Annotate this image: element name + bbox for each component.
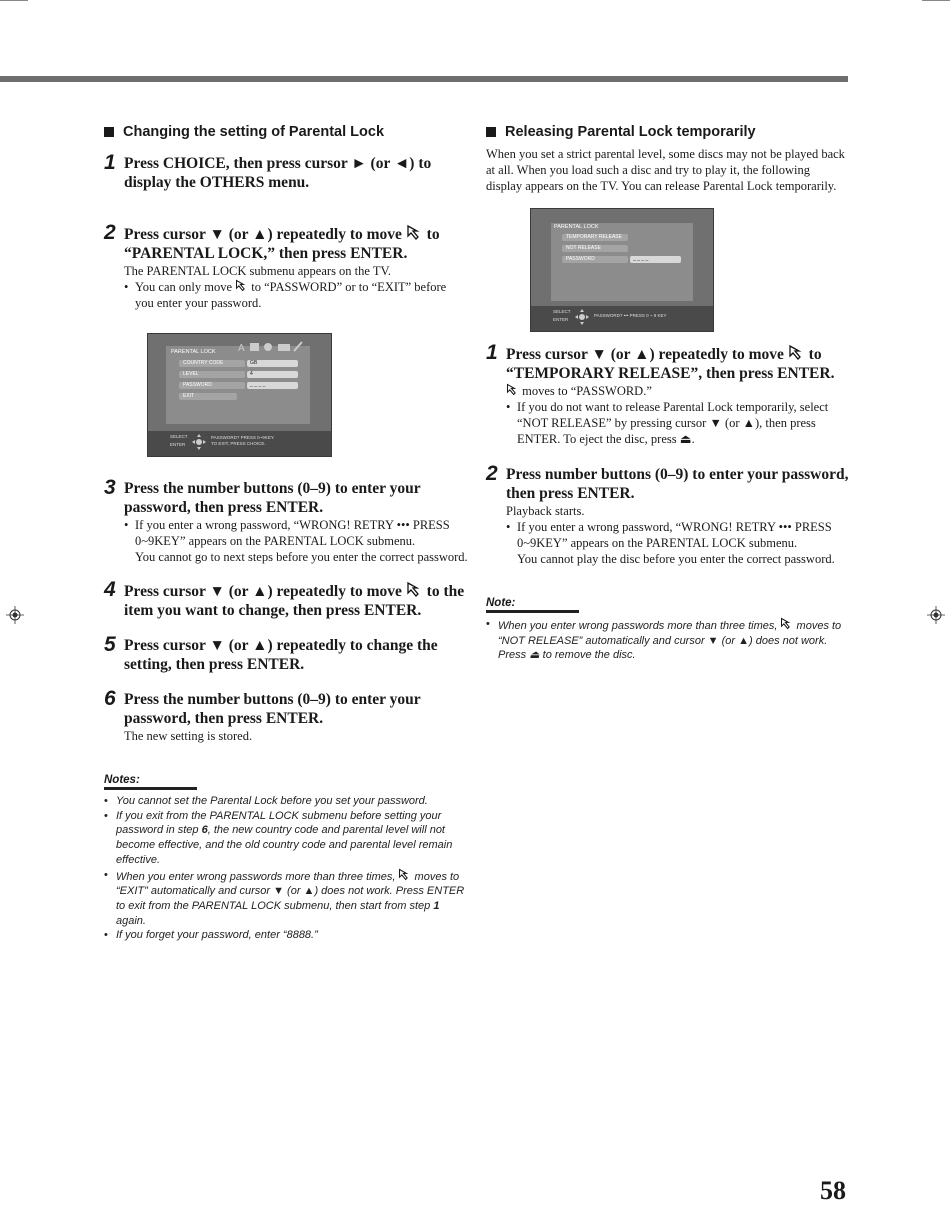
step-4 [104,578,468,620]
notes-heading: Notes: [104,774,140,786]
step-title: Press cursor ▼ (or ▲) repeatedly to change the setting, then press ENTER. [124,637,438,673]
step-title: Press cursor ▼ (or ▲) repeatedly to move to “PARENTAL LOCK,” then press ENTER. [124,226,440,262]
eject-icon: ⏏ [679,432,692,446]
left-column [104,124,468,943]
menu-icons [238,340,308,354]
pointer-cursor-icon [406,224,423,241]
step-title: Press the number buttons (0–9) to enter your password, then press ENTER. [124,691,421,727]
registration-mark-icon [6,606,24,624]
square-bullet-icon [104,127,114,137]
screen-wrapper [486,208,850,334]
note-item: • When you enter wrong passwords more than three times, moves to “NOT RELEASE” automatically and cursor ▼ (or ▲) does not work. Press ⏏ to remove the disc. [486,617,850,663]
step-number: 4 [104,578,116,601]
screen-footer: SELECT ENTER PASSWORD? PRESS 0~9KEY. TO EXIT, PRESS CHOICE. [148,431,331,456]
right-column [486,124,850,663]
pointer-cursor-icon [506,383,519,396]
bullet: • If you enter a wrong password, “WRONG! RETRY ••• PRESS 0~9KEY” appears on the PARENTAL LOCK submenu. [124,517,468,549]
note-item: • You cannot set the Parental Lock before you set your password. [104,794,468,809]
step-1 [104,151,468,192]
svg-text:A: A [238,343,245,354]
dpad-icon [192,434,206,450]
pointer-cursor-icon [235,279,248,292]
step-number: 2 [104,221,116,244]
step-6: 6 Press the number buttons (0–9) to enter your password, then press ENTER. The new setting is stored. [104,690,468,744]
step-number: 3 [104,476,116,499]
step-number: 1 [104,151,116,174]
step-number: 5 [104,633,116,656]
crop-mark [0,0,28,1]
note-item: • When you enter wrong passwords more than three times, moves to “EXIT” automatically and cursor ▼ (or ▲) does not work. Press ENTER to exit from the PARENTAL LOCK submenu, then start from step 1 again. [104,868,468,929]
notes-rule [104,787,197,790]
screen-footer: SELECT ENTER PASSWORD? ••• PRESS 0 ~ 9 KEY [531,306,713,331]
crop-mark [922,0,950,1]
registration-mark-icon [927,606,945,624]
eject-icon: ⏏ [529,649,540,662]
note-heading: Note: [486,597,516,609]
bullet: • You can only move to “PASSWORD” or to “EXIT” before you enter your password. [124,279,468,311]
page-number: 58 [820,1176,846,1205]
pointer-cursor-icon [406,581,423,598]
bullet: • If you enter a wrong password, “WRONG! RETRY ••• PRESS 0~9KEY” appears on the PARENTAL LOCK submenu. [506,519,850,551]
section-heading: Releasing Parental Lock temporarily [486,124,850,140]
square-bullet-icon [486,127,496,137]
notes-block [104,774,468,943]
step-2: 2 Press number buttons (0–9) to enter your password, then press ENTER. Playback starts. • If you enter a wrong password, “WRONG! RETRY ••• PRESS 0~9KEY” appears on the PARENTAL LOCK submenu. You cannot play the disc before you enter the correct password. [486,465,850,567]
tv-screen-parental-lock: PARENTAL LOCK A COUNTRY CODE GB LEVEL 4 PASSWORD _ _ _ _ EXIT SELECT ENTER PASSWORD? PRESS 0~9KEY. TO EXIT, PRESS CHOICE. [147,333,332,457]
step-number: 1 [486,341,498,364]
screen-wrapper [104,333,468,457]
step-3: 3 Press the number buttons (0–9) to enter your password, then press ENTER. • If you enter a wrong password, “WRONG! RETRY ••• PRESS 0~9KEY” appears on the PARENTAL LOCK submenu. You cannot go to next steps before you enter the correct password. [104,479,468,565]
pointer-cursor-icon [398,868,411,881]
intro-text: When you set a strict parental level, some discs may not be played back at all. When you load such a disc and try to play it, the following display appears on the TV. You can release Parental Lock temporarily. [486,147,845,193]
step-2: 2 Press cursor ▼ (or ▲) repeatedly to move to “PARENTAL LOCK,” then press ENTER. The PARENTAL LOCK submenu appears on the TV. • You can only move to “PASSWORD” or to “EXIT” before you enter your password. [104,224,468,311]
dpad-icon [575,309,589,325]
step-number: 2 [486,462,498,485]
step-title: Press the number buttons (0–9) to enter your password, then press ENTER. [124,480,421,516]
step-5 [104,633,468,674]
step-number: 6 [104,687,116,710]
step-title: Press cursor ▼ (or ▲) repeatedly to move to “TEMPORARY RELEASE”, then press ENTER. [506,346,835,382]
note-item: • If you exit from the PARENTAL LOCK submenu before setting your password in step 6, the new country code and parental level will not become effective, and the old country code and parental level remain effective. [104,809,468,868]
note-block [486,597,850,663]
bullet: • If you do not want to release Parental Lock temporarily, select “NOT RELEASE” by pressing cursor ▼ (or ▲), then press ENTER. To eject the disc, press ⏏. [506,399,850,447]
step-title: Press CHOICE, then press cursor ► (or ◄) to display the OTHERS menu. [124,155,432,191]
step-1: 1 Press cursor ▼ (or ▲) repeatedly to move to “TEMPORARY RELEASE”, then press ENTER. moves to “PASSWORD.” • If you do not want to release Parental Lock temporarily, select “NOT RELEASE” by pressing cursor ▼ (or ▲), then press ENTER. To eject the disc, press ⏏. [486,344,850,447]
section-heading: Changing the setting of Parental Lock [104,124,468,140]
pointer-cursor-icon [780,617,793,630]
pointer-cursor-icon [788,344,805,361]
note-item: • If you forget your password, enter “8888.” [104,928,468,943]
step-title: Press cursor ▼ (or ▲) repeatedly to move to the item you want to change, then press ENTER. [124,583,465,619]
header-rule [0,76,848,82]
step-title: Press number buttons (0–9) to enter your password, then press ENTER. [506,466,849,502]
tv-screen-temporary-release: PARENTAL LOCK TEMPORARY RELEASE NOT RELEASE PASSWORD _ _ _ _ SELECT ENTER PASSWORD? ••• PRESS 0 ~ 9 KEY [530,208,714,332]
notes-rule [486,610,579,613]
